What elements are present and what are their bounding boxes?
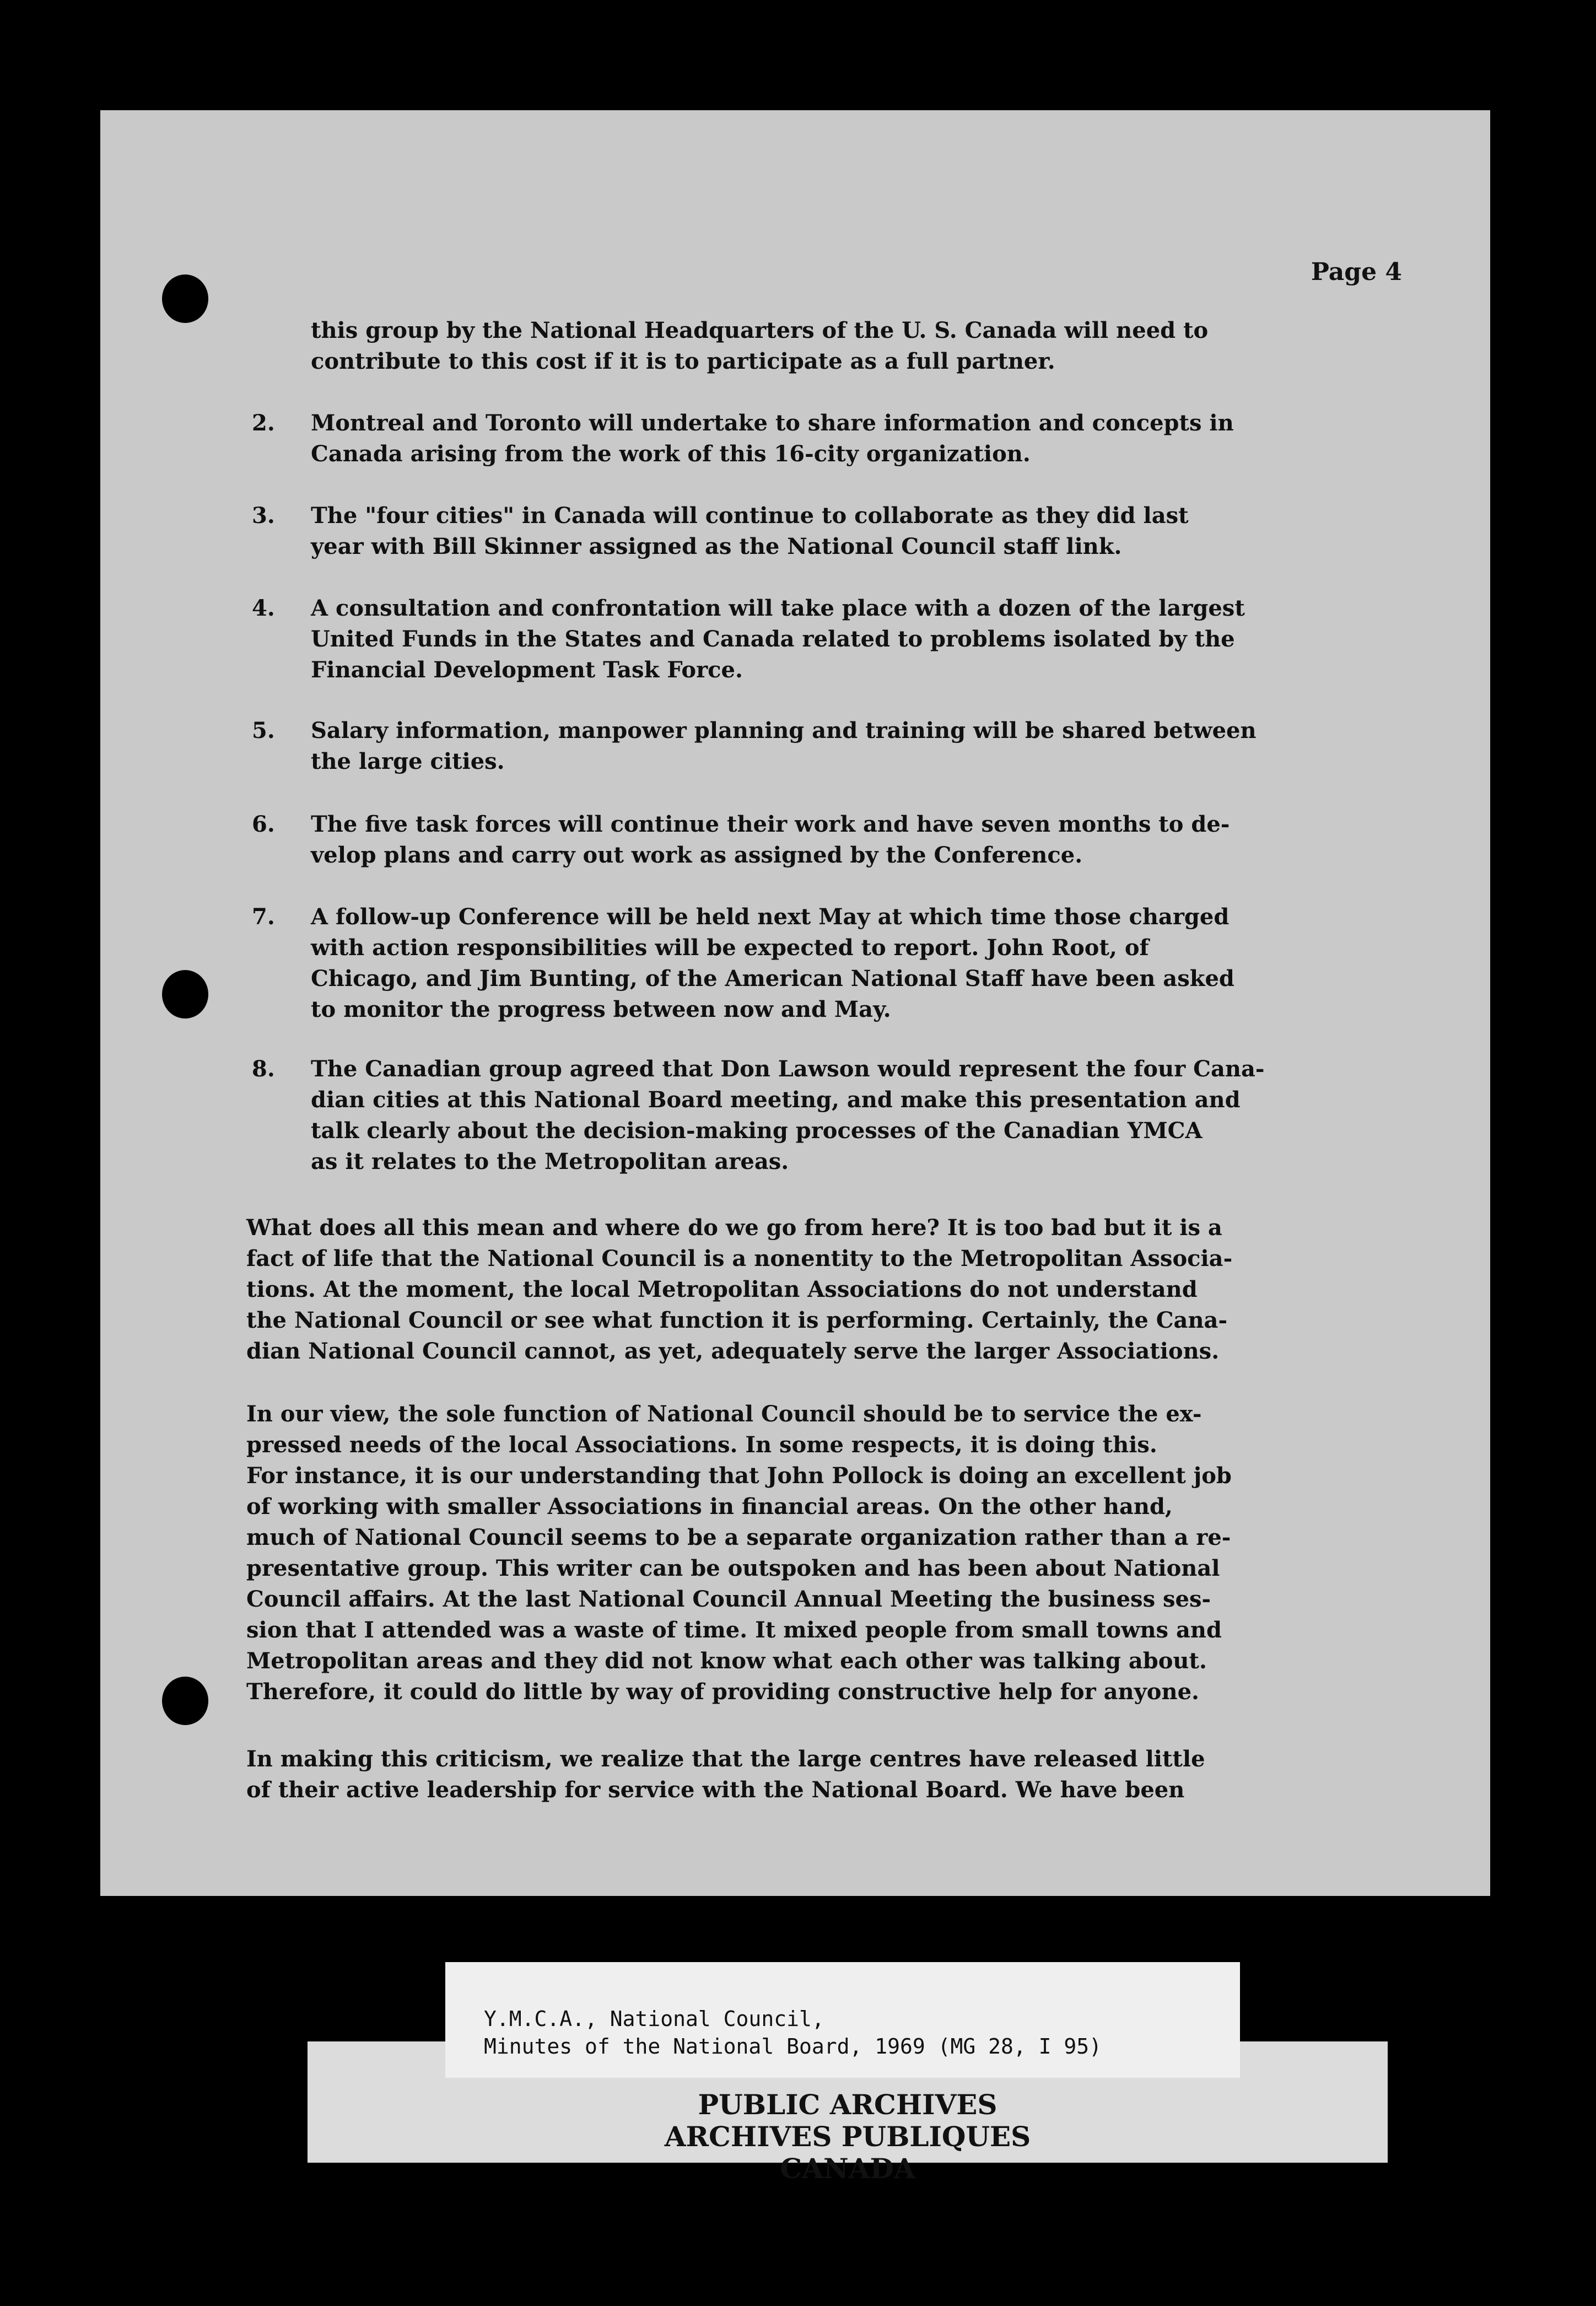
text-line: Metropolitan areas and they did not know what each other was talking about.	[246, 1648, 1207, 1674]
stamp-line: CANADA	[780, 2152, 915, 2185]
text-line: to monitor the progress between now and May.	[311, 996, 891, 1022]
text-line: sion that I attended was a waste of time. It mixed people from small towns and	[246, 1617, 1222, 1643]
text-line: For instance, it is our understanding that John Pollock is doing an excellent job	[246, 1463, 1232, 1489]
body-paragraph	[246, 1399, 1459, 1707]
text-line: Therefore, it could do little by way of providing constructive help for anyone.	[246, 1679, 1199, 1705]
item-number: 2.	[252, 410, 275, 436]
stamp-line: ARCHIVES PUBLIQUES	[664, 2120, 1031, 2153]
document-page	[100, 110, 1490, 1896]
list-item	[311, 408, 1347, 470]
text-line: The Canadian group agreed that Don Lawson would represent the four Cana-	[311, 1056, 1265, 1082]
label-notch	[308, 1995, 445, 2041]
text-line: Financial Development Task Force.	[311, 657, 743, 683]
list-item	[311, 715, 1347, 777]
punch-hole-bottom	[162, 1677, 208, 1725]
text-line: A consultation and confrontation will take place with a dozen of the largest	[311, 595, 1245, 621]
item-number: 6.	[252, 811, 275, 837]
text-line: The "four cities" in Canada will continue to collaborate as they did last	[311, 503, 1189, 529]
punch-hole-top	[162, 274, 208, 323]
text-line: fact of life that the National Council is a nonentity to the Metropolitan Associa-	[246, 1246, 1233, 1271]
item-number: 8.	[252, 1056, 275, 1082]
archives-stamp	[308, 2089, 1388, 2185]
archive-label-line: Y.M.C.A., National Council,	[484, 2007, 824, 2031]
stamp-line: PUBLIC ARCHIVES	[698, 2088, 997, 2121]
text-line: this group by the National Headquarters of the U. S. Canada will need to	[311, 317, 1209, 343]
text-line: dian National Council cannot, as yet, adequately serve the larger Associations.	[246, 1338, 1220, 1364]
punch-hole-middle	[162, 970, 208, 1019]
text-line: The five task forces will continue their work and have seven months to de-	[311, 811, 1230, 837]
text-line: In our view, the sole function of National Council should be to service the ex-	[246, 1401, 1202, 1427]
list-item	[311, 593, 1347, 686]
text-line: What does all this mean and where do we go from here? It is too bad but it is a	[246, 1215, 1222, 1241]
item-number: 5.	[252, 718, 275, 743]
text-line: Canada arising from the work of this 16-city organization.	[311, 441, 1031, 467]
list-item	[311, 809, 1347, 871]
text-line: United Funds in the States and Canada related to problems isolated by the	[311, 626, 1235, 652]
text-line: year with Bill Skinner assigned as the National Council staff link.	[311, 534, 1122, 559]
list-item	[311, 500, 1347, 562]
text-line: talk clearly about the decision-making processes of the Canadian YMCA	[311, 1118, 1203, 1144]
list-item	[311, 1054, 1347, 1177]
text-line: velop plans and carry out work as assigned by the Conference.	[311, 842, 1083, 868]
text-line: Montreal and Toronto will undertake to share information and concepts in	[311, 410, 1234, 436]
text-line: of working with smaller Associations in financial areas. On the other hand,	[246, 1494, 1173, 1520]
archive-label-line: Minutes of the National Board, 1969 (MG 28, I 95)	[484, 2034, 1102, 2059]
text-line: presentative group. This writer can be outspoken and has been about National	[246, 1555, 1220, 1581]
text-line: as it relates to the Metropolitan areas.	[311, 1149, 789, 1174]
list-item	[311, 902, 1347, 1025]
text-line: Council affairs. At the last National Council Annual Meeting the business ses-	[246, 1586, 1211, 1612]
text-line: the National Council or see what function it is performing. Certainly, the Cana-	[246, 1307, 1228, 1333]
text-line: A follow-up Conference will be held next May at which time those charged	[311, 904, 1230, 930]
text-line: with action responsibilities will be expected to report. John Root, of	[311, 935, 1149, 961]
text-line: tions. At the moment, the local Metropolitan Associations do not understand	[246, 1276, 1198, 1302]
text-line: pressed needs of the local Associations. In some respects, it is doing this.	[246, 1432, 1157, 1458]
text-line: dian cities at this National Board meeting, and make this presentation and	[311, 1087, 1241, 1113]
text-line: much of National Council seems to be a separate organization rather than a re-	[246, 1524, 1231, 1550]
item-1-continuation	[311, 315, 1347, 377]
archive-reference-label	[445, 1962, 1240, 2078]
text-line: the large cities.	[311, 748, 505, 774]
item-number: 7.	[252, 904, 275, 930]
text-line: contribute to this cost if it is to participate as a full partner.	[311, 348, 1055, 374]
item-number: 4.	[252, 595, 275, 621]
text-line: In making this criticism, we realize that the large centres have released little	[246, 1746, 1205, 1772]
body-paragraph	[246, 1213, 1459, 1367]
text-line: Chicago, and Jim Bunting, of the American National Staff have been asked	[311, 966, 1234, 992]
body-paragraph	[246, 1744, 1459, 1806]
text-line: Salary information, manpower planning and training will be shared between	[311, 718, 1257, 743]
page-number: Page 4	[1311, 258, 1402, 286]
text-line: of their active leadership for service with the National Board. We have been	[246, 1777, 1185, 1803]
label-notch	[1240, 1995, 1388, 2041]
item-number: 3.	[252, 503, 275, 529]
